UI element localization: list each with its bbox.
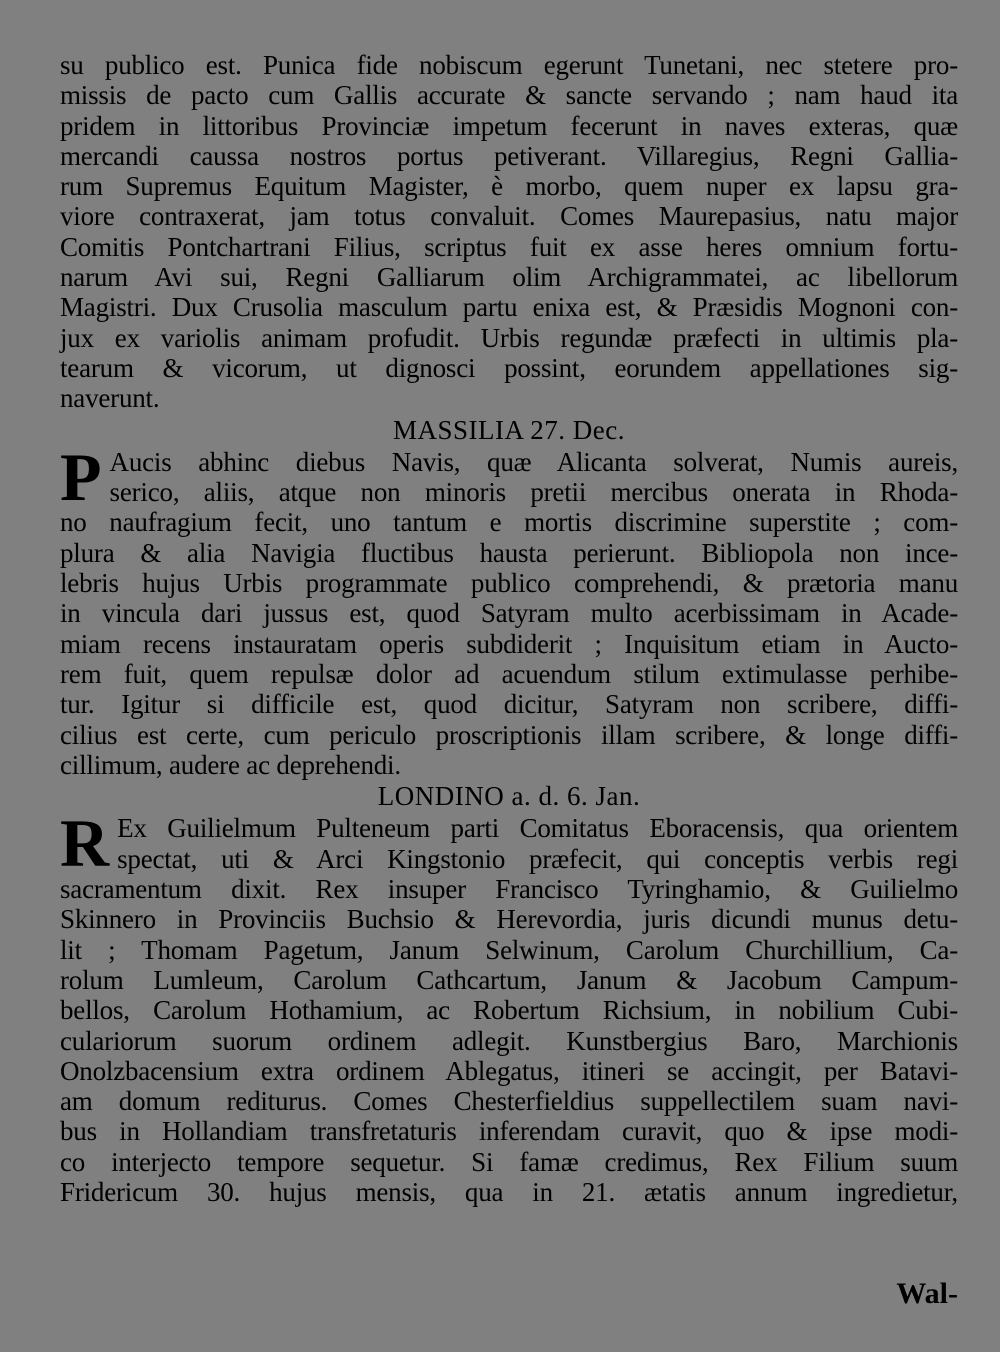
text-line: plura & alia Navigia fluctibus hausta perierunt. Bibliopola non ince- (60, 537, 958, 568)
text-line: spectat, uti & Arci Kingstonio præfecit, qui conceptis verbis regi (117, 843, 958, 874)
text-line: Comitis Pontchartrani Filius, scriptus fuit ex asse heres omnium fortu- (60, 231, 958, 262)
text-line: serico, aliis, atque non minoris pretii mercibus onerata in Rhoda- (109, 477, 958, 508)
text-line: Ex Guilielmum Pulteneum parti Comitatus Eboracensis, qua orientem (117, 813, 958, 844)
text-line: viore contraxerat, jam totus convaluit. Comes Maurepasius, natu major (60, 201, 958, 232)
paragraph-paris-continued (60, 50, 958, 414)
drop-cap: P (60, 438, 102, 515)
text-line: Aucis abhinc diebus Navis, quæ Alicanta solverat, Numis aureis, (109, 446, 958, 477)
text-line: rum Supremus Equitum Magister, è morbo, quem nuper ex lapsu gra- (60, 171, 958, 202)
text-line: Magistri. Dux Crusolia masculum partu enixa est, & Præsidis Mognoni con- (60, 292, 958, 323)
text-line: rolum Lumleum, Carolum Cathcartum, Janum & Jacobum Campum- (60, 964, 958, 995)
section-heading-londino: LONDINO a. d. 6. Jan. (377, 781, 641, 812)
text-line: narum Avi sui, Regni Galliarum olim Archigrammatei, ac libellorum (60, 262, 958, 293)
text-line: cillimum, audere ac deprehendi. (60, 749, 401, 780)
catchword: Wal- (896, 1277, 958, 1310)
drop-cap: R (60, 805, 110, 882)
text-line: mercandi caussa nostros portus petiverant. Villaregius, Regni Gallia- (60, 140, 958, 171)
text-line: Onolzbacensium extra ordinem Ablegatus, itineri se accingit, per Batavi- (60, 1055, 958, 1086)
text-line: culariorum suorum ordinem adlegit. Kunstbergius Baro, Marchionis (60, 1025, 958, 1056)
text-line: co interjecto tempore sequetur. Si famæ credimus, Rex Filium suum (60, 1146, 958, 1177)
text-line: naverunt. (60, 383, 160, 414)
text-line: bus in Hollandiam transfretaturis inferendam curavit, quo & ipse modi- (60, 1116, 958, 1147)
section-heading-massilia: MASSILIA 27. Dec. (393, 414, 625, 445)
text-line: lit ; Thomam Pagetum, Janum Selwinum, Carolum Churchillium, Ca- (60, 934, 958, 965)
text-line: am domum rediturus. Comes Chesterfieldius suppellectilem suam navi- (60, 1086, 958, 1117)
text-line: miam recens instauratam operis subdiderit ; Inquisitum etiam in Aucto- (60, 628, 958, 659)
text-line: bellos, Carolum Hothamium, ac Robertum Richsium, in nobilium Cubi- (60, 995, 958, 1026)
paragraph-londino (60, 805, 958, 1207)
text-line: tearum & vicorum, ut dignosci possint, eorundem appellationes sig- (60, 352, 958, 383)
text-line: missis de pacto cum Gallis accurate & sancte servando ; nam haud ita (60, 80, 958, 111)
text-line: in vincula dari jussus est, quod Satyram multo acerbissimam in Acade- (60, 598, 958, 629)
paragraph-massilia (60, 438, 958, 780)
text-line: jux ex variolis animam profudit. Urbis regundæ præfecti in ultimis pla- (60, 322, 958, 353)
text-line: lebris hujus Urbis programmate publico comprehendi, & prætoria manu (60, 568, 958, 599)
text-line: sacramentum dixit. Rex insuper Francisco Tyringhamio, & Guilielmo (60, 874, 958, 905)
text-line: no naufragium fecit, uno tantum e mortis discrimine superstite ; com- (60, 507, 958, 538)
text-line: rem fuit, quem repulsæ dolor ad acuendum stilum extimulasse perhibe- (60, 658, 958, 689)
text-line: Fridericum 30. hujus mensis, qua in 21. ætatis annum ingredietur, (60, 1176, 958, 1207)
text-line: Skinnero in Provinciis Buchsio & Herevordia, juris dicundi munus detu- (60, 904, 958, 935)
text-line: tur. Igitur si difficile est, quod dicitur, Satyram non scribere, diffi- (60, 689, 958, 720)
text-line: cilius est certe, cum periculo proscriptionis illam scribere, & longe diffi- (60, 719, 958, 750)
text-line: pridem in littoribus Provinciæ impetum fecerunt in naves exteras, quæ (60, 110, 958, 141)
text-line: su publico est. Punica fide nobiscum egerunt Tunetani, nec stetere pro- (60, 50, 958, 80)
